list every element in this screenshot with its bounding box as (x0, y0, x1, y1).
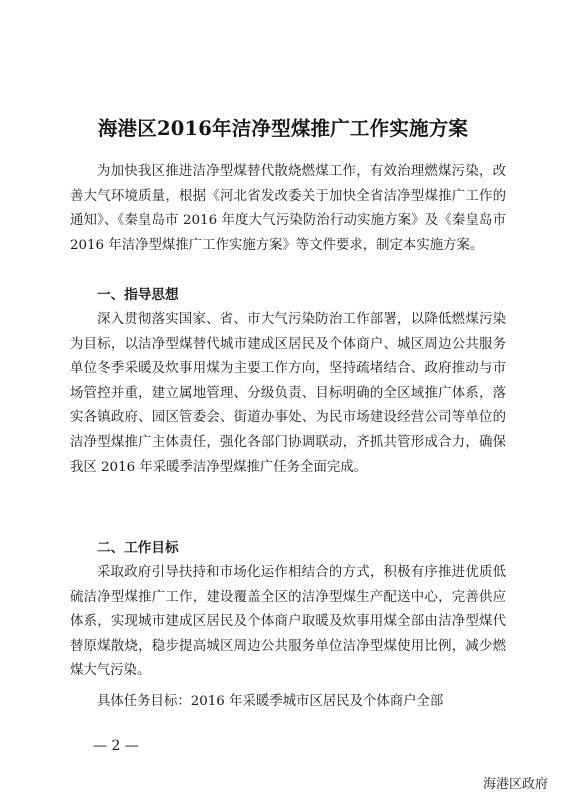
watermark-label: 海港区政府 (482, 777, 548, 792)
section1-heading: 一、指导思想 (97, 287, 179, 303)
document-title: 海港区2016年洁净型煤推广工作实施方案 (97, 117, 469, 140)
intro-paragraph: 为加快我区推进洁净型煤替代散烧燃煤工作，有效治理燃煤污染，改善大气环境质量，根据《河北省发改委关于加快全省洁净型煤推广工作的通知》、《秦皇岛市 2016 年度大气污染防治行动实施方案》及《秦皇岛市 2016 年洁净型煤推广工作实施方案》等文件要求，制定本实施方案。 (70, 164, 506, 253)
section2-paragraph: 采取政府引导扶持和市场化运作相结合的方式，积极有序推进优质低硫洁净型煤推广工作，建设覆盖全区的洁净型煤生产配送中心，完善供应体系，实现城市建成区居民及个体商户取暖及炊事用煤全部由洁净型煤代替原煤散烧，稳步提高城区周边公共服务单位洁净型煤使用比例，减少燃煤大气污染。 (70, 565, 506, 679)
page-number: — 2 — (93, 738, 139, 754)
section2-heading: 二、工作目标 (97, 540, 179, 556)
section1-paragraph: 深入贯彻落实国家、省、市大气污染防治工作部署，以降低燃煤污染为目标，以洁净型煤替代城市建成区居民及个体商户、城区周边公共服务单位冬季采暖及炊事用煤为主要工作方向，坚持疏堵结合、政府推动与市场管控并重，建立属地管理、分级负责、目标明确的全区域推广体系，落实各镇政府、园区管委会、街道办事处、为民市场建设经营公司等单位的洁净型煤推广主体责任，强化各部门协调联动，齐抓共管形成合力，确保我区 2016 年采暖季洁净型煤推广任务全面完成。 (70, 312, 506, 475)
section2-tasks-paragraph: 具体任务目标：2016 年采暖季城市区居民及个体商户全部 (97, 694, 444, 709)
